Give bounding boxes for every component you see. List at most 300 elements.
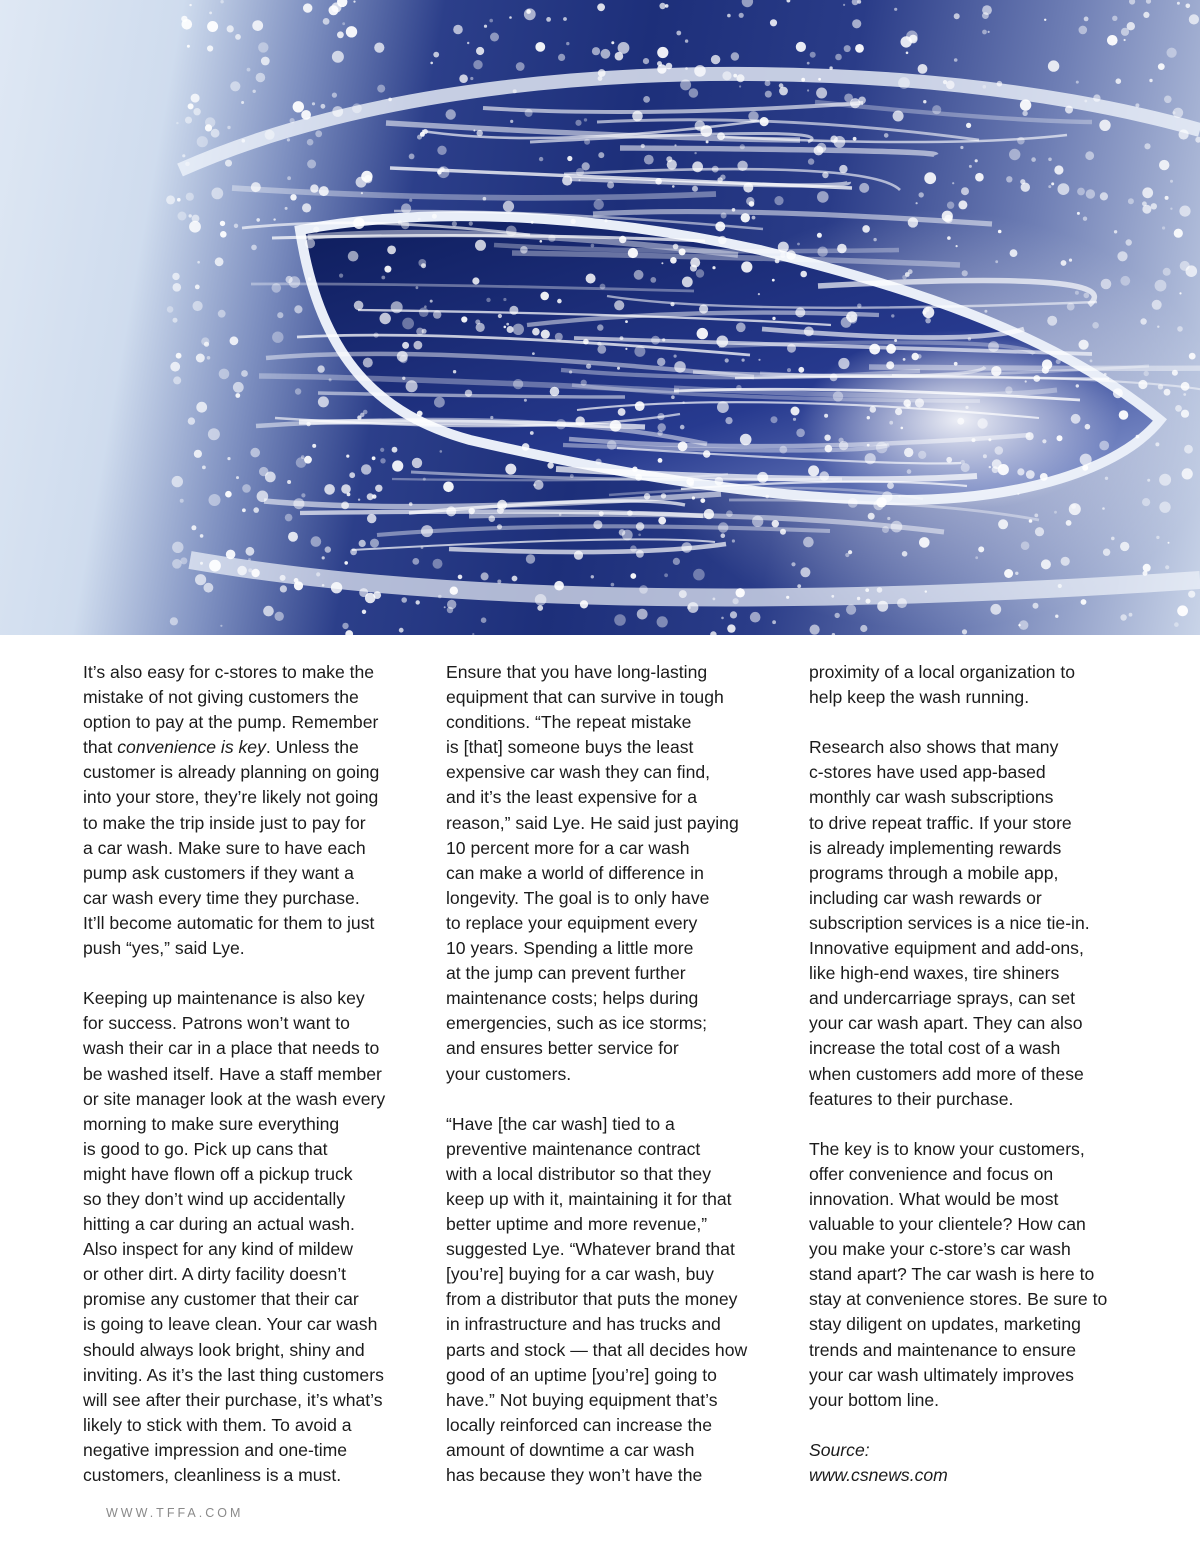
foam-bubble xyxy=(617,367,620,370)
foam-streak xyxy=(377,526,830,535)
text-line: valuable to your clientele? How can xyxy=(809,1214,1086,1235)
foam-bubble xyxy=(1081,599,1087,605)
foam-bubble xyxy=(772,279,775,282)
text-line: from a distributor that puts the money xyxy=(446,1289,738,1310)
foam-bubble xyxy=(661,262,663,264)
foam-bubble xyxy=(614,614,626,626)
foam-bubble xyxy=(961,187,969,195)
text-line: Keeping up maintenance is also key xyxy=(83,988,365,1009)
foam-bubble xyxy=(857,597,860,600)
foam-bubble xyxy=(1105,477,1108,480)
foam-bubble xyxy=(1174,229,1183,238)
foam-bubble xyxy=(505,464,516,475)
foam-bubble xyxy=(440,450,443,453)
foam-bubble xyxy=(1151,203,1157,209)
foam-bubble xyxy=(512,576,518,582)
foam-bubble xyxy=(1143,564,1151,572)
foam-bubble xyxy=(280,585,287,592)
foam-bubble xyxy=(679,590,687,598)
foam-bubble xyxy=(473,60,482,69)
foam-bubble xyxy=(430,62,433,65)
foam-bubble xyxy=(594,199,604,209)
foam-bubble xyxy=(873,238,876,241)
foam-bubble xyxy=(364,175,372,183)
foam-bubble xyxy=(685,67,688,70)
foam-bubble xyxy=(305,238,315,248)
foam-bubble xyxy=(331,2,341,12)
foam-bubble xyxy=(1055,615,1058,618)
foam-bubble xyxy=(513,89,517,93)
foam-bubble xyxy=(731,52,739,60)
foam-bubble xyxy=(418,218,421,221)
foam-bubble xyxy=(765,80,771,86)
foam-bubble xyxy=(598,152,604,158)
foam-bubble xyxy=(339,274,343,278)
foam-bubble xyxy=(178,212,187,221)
foam-bubble xyxy=(907,469,912,474)
foam-bubble xyxy=(349,472,355,478)
foam-bubble xyxy=(1149,79,1152,82)
foam-bubble xyxy=(434,397,445,408)
text-line: might have flown off a pickup truck xyxy=(83,1163,353,1184)
foam-bubble xyxy=(438,595,442,599)
text-line: parts and stock — that all decides how xyxy=(446,1339,748,1360)
foam-bubble xyxy=(220,231,227,238)
foam-bubble xyxy=(363,358,373,368)
foam-bubble xyxy=(416,600,420,604)
foam-bubble xyxy=(713,598,716,601)
foam-bubble xyxy=(592,47,600,55)
text-line: wash their car in a place that needs to xyxy=(83,1038,380,1059)
foam-bubble xyxy=(261,57,270,66)
foam-bubble xyxy=(197,136,208,147)
foam-headlight-illustration xyxy=(0,0,1200,635)
foam-bubble xyxy=(226,550,236,560)
foam-bubble xyxy=(975,159,978,162)
foam-bubble xyxy=(1077,212,1080,215)
text-line: good of an uptime [you’re] going to xyxy=(446,1364,717,1385)
foam-bubble xyxy=(211,188,223,200)
foam-bubble xyxy=(650,277,656,283)
foam-bubble xyxy=(399,628,404,633)
foam-bubble xyxy=(507,326,514,333)
foam-bubble xyxy=(1010,249,1018,257)
foam-bubble xyxy=(1041,559,1051,569)
foam-bubble xyxy=(658,517,666,525)
foam-bubble xyxy=(1034,514,1038,518)
foam-bubble xyxy=(246,547,255,556)
foam-bubble xyxy=(416,286,419,289)
text-line: c-stores have used app-based xyxy=(809,762,1046,783)
foam-bubble xyxy=(1142,201,1147,206)
text-line: including car wash rewards or xyxy=(809,887,1042,908)
foam-bubble xyxy=(1163,268,1171,276)
foam-bubble xyxy=(868,513,875,520)
foam-bubble xyxy=(237,566,247,576)
foam-bubble xyxy=(172,542,183,553)
foam-bubble xyxy=(807,89,809,91)
foam-bubble xyxy=(659,3,665,9)
foam-bubble xyxy=(461,316,467,322)
text-line: can make a world of difference in xyxy=(446,862,704,883)
foam-bubble xyxy=(204,342,209,347)
foam-bubble xyxy=(870,406,877,413)
text-line: in infrastructure and has trucks and xyxy=(446,1314,721,1335)
foam-bubble xyxy=(658,458,663,463)
foam-bubble xyxy=(346,455,349,458)
foam-bubble xyxy=(807,62,810,65)
foam-bubble xyxy=(742,359,745,362)
foam-bubble xyxy=(997,81,1003,87)
foam-bubble xyxy=(256,218,260,222)
article-paragraph xyxy=(446,1112,798,1488)
foam-bubble xyxy=(849,315,857,323)
text-line: Innovative equipment and add-ons, xyxy=(809,938,1084,959)
foam-bubble xyxy=(1189,14,1199,24)
foam-bubble xyxy=(666,63,673,70)
text-line: It’ll become automatic for them to just xyxy=(83,912,375,933)
text-line: conditions. “The repeat mistake xyxy=(446,712,692,733)
foam-bubble xyxy=(891,314,894,317)
foam-bubble xyxy=(1077,188,1085,196)
foam-bubble xyxy=(287,176,291,180)
foam-bubble xyxy=(984,310,987,313)
foam-bubble xyxy=(597,324,603,330)
foam-bubble xyxy=(360,413,364,417)
foam-bubble xyxy=(1025,380,1027,382)
foam-bubble xyxy=(983,454,987,458)
foam-bubble xyxy=(611,583,615,587)
text-line: features to their purchase. xyxy=(809,1088,1014,1109)
text-line: suggested Lye. “Whatever brand that xyxy=(446,1239,735,1260)
foam-bubble xyxy=(1021,541,1030,550)
foam-bubble xyxy=(337,31,344,38)
text-line: 10 percent more for a car wash xyxy=(446,837,690,858)
foam-bubble xyxy=(867,416,870,419)
foam-bubble xyxy=(693,569,705,581)
foam-bubble xyxy=(313,227,319,233)
foam-bubble xyxy=(737,74,745,82)
foam-bubble xyxy=(962,270,968,276)
foam-bubble xyxy=(209,12,212,15)
foam-bubble xyxy=(838,358,849,369)
foam-bubble xyxy=(1135,103,1139,107)
text-line: preventive maintenance contract xyxy=(446,1138,701,1159)
foam-bubble xyxy=(176,122,178,124)
foam-bubble xyxy=(172,476,183,487)
foam-bubble xyxy=(736,588,745,597)
foam-bubble xyxy=(1065,106,1073,114)
foam-bubble xyxy=(595,459,601,465)
foam-bubble xyxy=(443,482,454,493)
text-line: monthly car wash subscriptions xyxy=(809,787,1054,808)
foam-bubble xyxy=(1170,208,1172,210)
foam-bubble xyxy=(486,298,490,302)
foam-bubble xyxy=(580,600,588,608)
text-line: have.” Not buying equipment that’s xyxy=(446,1389,718,1410)
text-line: emergencies, such as ice storms; xyxy=(446,1013,708,1034)
foam-bubble xyxy=(752,216,756,220)
foam-bubble xyxy=(657,358,665,366)
foam-bubble xyxy=(209,560,221,572)
foam-bubble xyxy=(193,108,200,115)
foam-bubble xyxy=(452,221,457,226)
foam-bubble xyxy=(1165,565,1169,569)
foam-bubble xyxy=(509,16,512,19)
foam-streak xyxy=(232,188,716,198)
foam-bubble xyxy=(925,308,929,312)
foam-bubble xyxy=(954,58,958,62)
foam-bubble xyxy=(798,367,804,373)
text-line: push “yes,” said Lye. xyxy=(83,938,245,959)
foam-bubble xyxy=(591,244,595,248)
foam-bubble xyxy=(712,266,715,269)
text-line: “Have [the car wash] tied to a xyxy=(446,1113,675,1134)
text-line: better uptime and more revenue,” xyxy=(446,1214,708,1235)
foam-bubble xyxy=(476,47,484,55)
foam-bubble xyxy=(307,139,314,146)
foam-bubble xyxy=(446,109,456,119)
foam-bubble xyxy=(1107,35,1118,46)
foam-bubble xyxy=(638,534,641,537)
foam-bubble xyxy=(618,408,626,416)
foam-bubble xyxy=(295,388,301,394)
text-line: [you’re] buying for a car wash, buy xyxy=(446,1264,714,1285)
foam-bubble xyxy=(667,160,677,170)
foam-bubble xyxy=(301,493,305,497)
foam-bubble xyxy=(643,96,650,103)
foam-bubble xyxy=(236,476,239,479)
foam-bubble xyxy=(818,78,821,81)
text-line: reason,” said Lye. He said just paying xyxy=(446,812,739,833)
foam-bubble xyxy=(392,460,403,471)
foam-bubble xyxy=(227,126,230,129)
foam-bubble xyxy=(290,194,296,200)
foam-bubble xyxy=(982,5,992,15)
foam-bubble xyxy=(947,202,954,209)
text-line: maintenance costs; helps during xyxy=(446,988,699,1009)
foam-bubble xyxy=(497,580,501,584)
foam-bubble xyxy=(173,283,182,292)
foam-bubble xyxy=(458,575,463,580)
foam-bubble xyxy=(721,617,724,620)
foam-bubble xyxy=(1101,279,1112,290)
foam-bubble xyxy=(918,64,928,74)
foam-bubble xyxy=(172,273,179,280)
foam-bubble xyxy=(960,460,965,465)
foam-bubble xyxy=(1076,81,1079,84)
foam-bubble xyxy=(506,323,509,326)
foam-bubble xyxy=(172,559,182,569)
foam-bubble xyxy=(188,103,194,109)
foam-bubble xyxy=(1079,340,1089,350)
foam-bubble xyxy=(1155,442,1159,446)
foam-bubble xyxy=(1069,259,1072,262)
foam-bubble xyxy=(467,42,469,44)
foam-bubble xyxy=(730,611,737,618)
foam-bubble xyxy=(791,407,800,416)
foam-bubble xyxy=(657,616,668,627)
foam-bubble xyxy=(304,456,312,464)
foam-bubble xyxy=(481,572,489,580)
foam-bubble xyxy=(925,590,927,592)
text-line: locally reinforced can increase the xyxy=(446,1414,713,1435)
foam-bubble xyxy=(346,26,357,37)
foam-bubble xyxy=(1165,196,1169,200)
foam-bubble xyxy=(800,567,810,577)
text-line: with a local distributor so that they xyxy=(446,1163,712,1184)
foam-bubble xyxy=(200,562,203,565)
foam-bubble xyxy=(251,245,257,251)
foam-bubble xyxy=(418,259,426,267)
foam-bubble xyxy=(1084,100,1087,103)
foam-bubble xyxy=(301,110,311,120)
foam-bubble xyxy=(256,73,266,83)
foam-bubble xyxy=(657,61,662,66)
foam-bubble xyxy=(817,191,829,203)
source-citation xyxy=(809,1438,1161,1488)
foam-bubble xyxy=(685,39,688,42)
foam-bubble xyxy=(1099,120,1110,131)
foam-bubble xyxy=(630,573,636,579)
foam-bubble xyxy=(322,584,325,587)
foam-bubble xyxy=(230,81,240,91)
foam-bubble xyxy=(696,269,704,277)
foam-bubble xyxy=(489,19,493,23)
foam-bubble xyxy=(358,499,360,501)
foam-bubble xyxy=(516,62,525,71)
foam-bubble xyxy=(1102,507,1105,510)
text-line: promise any customer that their car xyxy=(83,1289,359,1310)
foam-bubble xyxy=(1129,613,1133,617)
foam-bubble xyxy=(1061,260,1067,266)
foam-bubble xyxy=(772,317,775,320)
foam-bubble xyxy=(990,604,1001,615)
foam-bubble xyxy=(598,76,603,81)
foam-bubble xyxy=(287,480,291,484)
foam-bubble xyxy=(1069,503,1081,515)
foam-bubble xyxy=(191,94,200,103)
foam-bubble xyxy=(220,0,223,3)
foam-bubble xyxy=(251,569,259,577)
text-line: Ensure that you have long-lasting xyxy=(446,662,708,682)
foam-bubble xyxy=(674,355,677,358)
text-line: likely to stick with them. To avoid a xyxy=(83,1414,352,1435)
foam-bubble xyxy=(625,348,627,350)
foam-bubble xyxy=(796,42,806,52)
foam-bubble xyxy=(417,411,423,417)
foam-bubble xyxy=(359,540,366,547)
foam-bubble xyxy=(1075,291,1079,295)
text-line: customer is already planning on going xyxy=(83,762,380,783)
foam-bubble xyxy=(1057,435,1063,441)
foam-bubble xyxy=(808,465,819,476)
foam-bubble xyxy=(810,625,820,635)
foam-bubble xyxy=(1140,318,1146,324)
foam-bubble xyxy=(352,103,362,113)
foam-bubble xyxy=(575,120,581,126)
foam-bubble xyxy=(952,182,954,184)
foam-bubble xyxy=(1177,326,1183,332)
foam-bubble xyxy=(688,602,699,613)
foam-bubble xyxy=(901,427,904,430)
foam-bubble xyxy=(1048,185,1051,188)
foam-bubble xyxy=(546,17,551,22)
foam-bubble xyxy=(241,370,248,377)
foam-bubble xyxy=(419,307,429,317)
foam-bubble xyxy=(1188,591,1195,598)
foam-bubble xyxy=(1181,410,1189,418)
foam-bubble xyxy=(689,88,699,98)
text-line: and ensures better service for xyxy=(446,1038,679,1059)
foam-bubble xyxy=(1116,78,1122,84)
foam-bubble xyxy=(1162,226,1165,229)
foam-bubble xyxy=(558,54,565,61)
text-line: at the jump can prevent further xyxy=(446,963,686,984)
foam-bubble xyxy=(341,484,351,494)
foam-streak xyxy=(264,494,721,507)
foam-bubble xyxy=(433,52,439,58)
foam-bubble xyxy=(504,326,507,329)
foam-bubble xyxy=(839,438,844,443)
text-line: subscription services is a nice tie-in. xyxy=(809,912,1090,933)
foam-bubble xyxy=(694,152,696,154)
foam-bubble xyxy=(797,584,801,588)
foam-bubble xyxy=(1114,230,1117,233)
foam-bubble xyxy=(611,41,614,44)
foam-bubble xyxy=(252,20,263,31)
foam-bubble xyxy=(1159,474,1171,486)
foam-bubble xyxy=(227,25,234,32)
foam-bubble xyxy=(412,558,419,565)
foam-bubble xyxy=(513,324,524,335)
foam-bubble xyxy=(362,610,366,614)
text-line: your customers. xyxy=(446,1063,572,1084)
foam-bubble xyxy=(680,425,685,430)
text-line: mistake of not giving customers the xyxy=(83,687,359,708)
foam-bubble xyxy=(540,240,543,243)
foam-bubble xyxy=(532,352,535,355)
foam-bubble xyxy=(1047,316,1057,326)
foam-bubble xyxy=(912,353,919,360)
foam-bubble xyxy=(412,458,422,468)
text-line: help keep the wash running. xyxy=(809,687,1030,708)
foam-bubble xyxy=(1143,12,1149,18)
foam-bubble xyxy=(185,162,190,167)
foam-bubble xyxy=(1156,536,1159,539)
foam-bubble xyxy=(1104,373,1107,376)
foam-bubble xyxy=(409,154,415,160)
foam-bubble xyxy=(185,117,192,124)
foam-bubble xyxy=(844,45,851,52)
foam-bubble xyxy=(887,482,894,489)
foam-bubble xyxy=(375,485,382,492)
foam-bubble xyxy=(779,83,784,88)
foam-bubble xyxy=(490,33,499,42)
foam-bubble xyxy=(332,51,344,63)
foam-bubble xyxy=(535,42,545,52)
foam-bubble xyxy=(196,354,205,363)
foam-bubble xyxy=(774,196,783,205)
article-paragraph xyxy=(83,660,435,961)
foam-bubble xyxy=(877,601,888,612)
foam-bubble xyxy=(995,446,1004,455)
foam-bubble xyxy=(191,525,196,530)
foam-bubble xyxy=(749,201,755,207)
foam-bubble xyxy=(801,78,805,82)
foam-bubble xyxy=(522,443,530,451)
foam-bubble xyxy=(195,285,200,290)
